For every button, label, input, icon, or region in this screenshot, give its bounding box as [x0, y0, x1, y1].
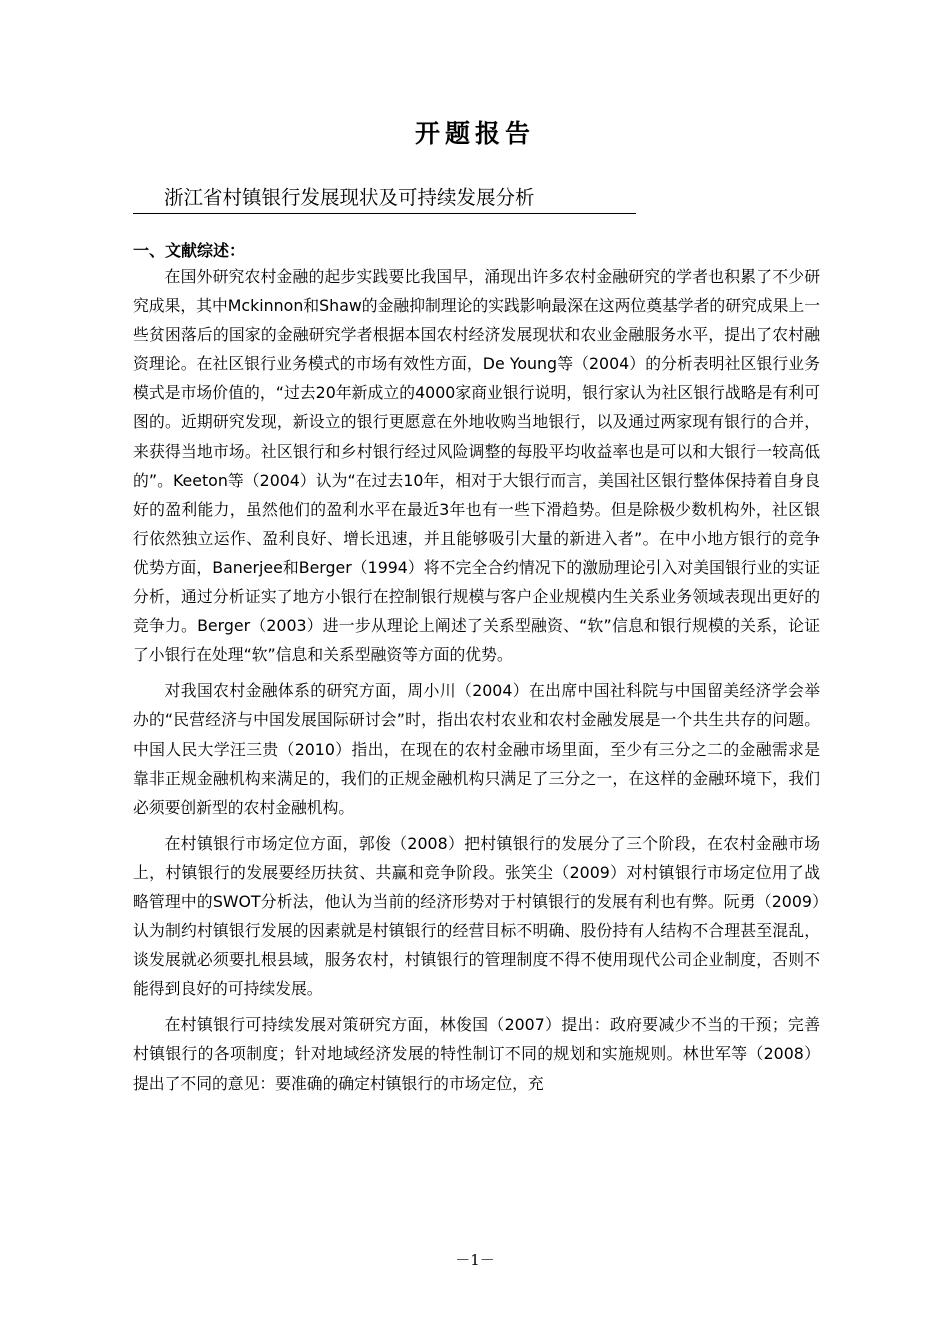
- thesis-subtitle: [133, 183, 636, 214]
- paragraph-sustainable-development: 在村镇银行可持续发展对策研究方面，林俊国（2007）提出：政府要减少不当的干预；完善村镇银行的各项制度；针对地域经济发展的特性制订不同的规划和实施规则。林世军等（2008）提出了不同的意见：要准确的确定村镇银行的市场定位，充: [133, 1015, 820, 1093]
- section-heading-literature-review: 一、文献综述：: [133, 241, 246, 260]
- paragraph-foreign-research: 在国外研究农村金融的起步实践要比我国早，涌现出许多农村金融研究的学者也积累了不少研究成果，其中Mckinnon和Shaw的金融抑制理论的实践影响最深在这两位奠基学者的研究成果上一些贫困落后的国家的金融研究学者根据本国农村经济发展现状和农业金融服务水平，提出了农村融资理论。在社区银行业务模式的市场有效性方面，De Young等（2004）的分析表明社区银行业务模式是市场价值的，“过去20年新成立的4000家商业银行说明，银行家认为社区银行战略是有利可图的。近期研究发现，新设立的银行更愿意在外地收购当地银行，以及通过两家现有银行的合并，来获得当地市场。社区银行和乡村银行经过风险调整的每股平均收益率也是可以和大银行一较高低的”。Keeton等（2004）认为“在过去10年，相对于大银行而言，美国社区银行整体保持着自身良好的盈利能力，虽然他们的盈利水平在最近3年也有一些下滑趋势。但是除极少数机构外，社区银行依然独立运作、盈利良好、增长迅速，并且能够吸引大量的新进入者”。在中小地方银行的竞争优势方面，Banerjee和Berger（1994）将不完全合约情况下的激励理论引入对美国银行业的实证分析，通过分析证实了地方小银行在控制银行规模与客户企业规模内生关系业务领域表现出更好的竞争力。Berger（2003）进一步从理论上阐述了关系型融资、“软”信息和银行规模的关系，论证了小银行在处理“软”信息和关系型融资等方面的优势。: [133, 267, 820, 665]
- thesis-subtitle-text: 浙江省村镇银行发展现状及可持续发展分析: [164, 186, 535, 209]
- page-number: －1－: [455, 1251, 495, 1269]
- paragraph-market-positioning: 在村镇银行市场定位方面，郭俊（2008）把村镇银行的发展分了三个阶段，在农村金融市场上，村镇银行的发展要经历扶贫、共赢和竞争阶段。张笑尘（2009）对村镇银行市场定位用了战略管理中的SWOT分析法，他认为当前的经济形势对于村镇银行的发展有利也有弊。阮勇（2009）认为制约村镇银行发展的因素就是村镇银行的经营目标不明确、股份持有人结构不合理甚至混乱，谈发展就必须要扎根县域，服务农村，村镇银行的管理制度不得不使用现代公司企业制度，否则不能得到良好的可持续发展。: [133, 833, 820, 999]
- literature-review-body: [133, 262, 820, 1105]
- paragraph-domestic-research: 对我国农村金融体系的研究方面，周小川（2004）在出席中国社科院与中国留美经济学会举办的“民营经济与中国发展国际研讨会”时，指出农村农业和农村金融发展是一个共生共存的问题。中国人民大学汪三贵（2010）指出，在现在的农村金融市场里面，至少有三分之二的金融需求是靠非正规金融机构来满足的，我们的正规金融机构只满足了三分之一，在这样的金融环境下，我们必须要创新型的农村金融机构。: [133, 681, 820, 817]
- report-title: 开题报告: [414, 119, 535, 148]
